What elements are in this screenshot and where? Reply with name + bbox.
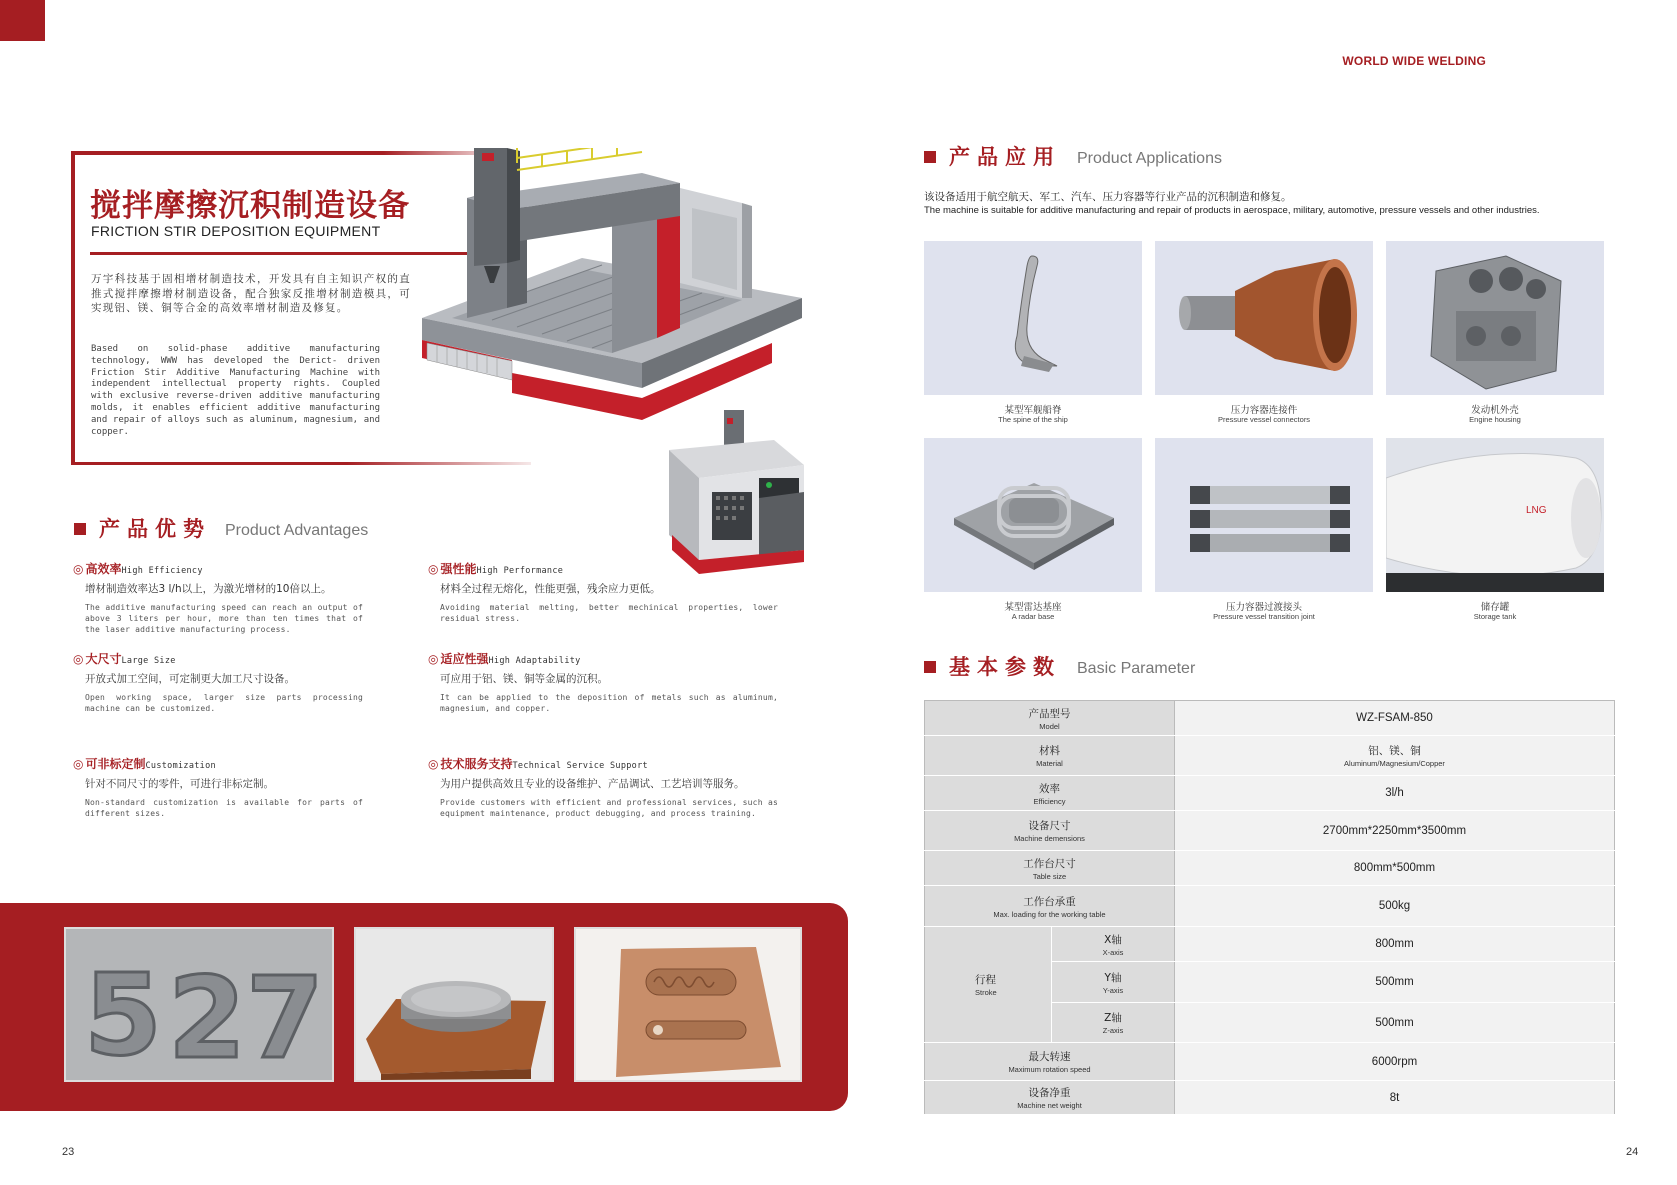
advantage-desc-cn: 材料全过程无熔化，性能更强，残余应力更低。 bbox=[440, 583, 661, 595]
applications-heading-marker bbox=[924, 151, 936, 163]
param-label-en: Y-axis bbox=[1102, 985, 1124, 995]
param-label: 设备净重 bbox=[1028, 1087, 1071, 1099]
application-caption-cn: 压力容器连接件 bbox=[1230, 405, 1298, 416]
application-image-storage-tank bbox=[1386, 438, 1604, 592]
application-caption-en: Engine housing bbox=[1469, 415, 1521, 424]
advantages-heading-cn: 产品优势 bbox=[99, 517, 211, 541]
param-label: 工作台承重 bbox=[1023, 895, 1076, 908]
advantage-title-en: High Adaptability bbox=[488, 656, 581, 666]
param-value: 2700mm*2250mm*3500mm bbox=[1175, 811, 1615, 851]
applications-intro-cn: 该设备适用于航空航天、军工、汽车、压力容器等行业产品的沉积制造和修复。 bbox=[924, 191, 1292, 203]
advantage-item bbox=[428, 650, 778, 714]
table-row bbox=[925, 811, 1615, 851]
advantage-desc-cn: 开放式加工空间，可定制更大加工尺寸设备。 bbox=[85, 673, 295, 685]
application-image-ship-spine bbox=[924, 241, 1142, 395]
advantage-title: 强性能 bbox=[440, 562, 477, 576]
parameters-heading-marker bbox=[924, 661, 936, 673]
advantage-title: 适应性强 bbox=[440, 652, 489, 666]
param-value: 8t bbox=[1175, 1081, 1615, 1115]
application-caption-en: Pressure vessel connectors bbox=[1217, 415, 1311, 424]
advantages-heading-marker bbox=[74, 523, 86, 535]
table-row bbox=[925, 701, 1615, 736]
advantage-title-en: Technical Service Support bbox=[512, 761, 648, 771]
applications-intro-en: The machine is suitable for additive manufacturing and repair of products in aerospace, military, automotive, pressure vessels and other industries. bbox=[924, 205, 1540, 216]
application-caption-en: A radar base bbox=[1011, 612, 1055, 621]
table-row bbox=[925, 776, 1615, 811]
param-label-en: Table size bbox=[1032, 871, 1067, 881]
advantage-desc-en: Open working space, larger size parts processing machine can be customized. bbox=[85, 693, 363, 713]
advantage-item bbox=[73, 560, 363, 635]
param-label: 效率 bbox=[1039, 782, 1060, 795]
application-image-radar-base bbox=[924, 438, 1142, 592]
advantage-title: 大尺寸 bbox=[85, 652, 122, 666]
advantage-item bbox=[73, 650, 363, 714]
friction-stir-machine-image bbox=[412, 148, 808, 424]
tank-label: LNG bbox=[1526, 505, 1547, 516]
table-row bbox=[925, 1081, 1615, 1115]
bullet-icon: ◎ bbox=[73, 562, 84, 576]
param-label-en: Material bbox=[1036, 759, 1063, 768]
application-image-transition-joint bbox=[1155, 438, 1373, 592]
advantage-title: 可非标定制 bbox=[85, 757, 146, 771]
application-image-engine-housing bbox=[1386, 241, 1604, 395]
table-row bbox=[925, 736, 1615, 776]
sample-photo-disc bbox=[354, 927, 554, 1082]
applications-heading-en: Product Applications bbox=[1077, 150, 1222, 167]
advantage-title: 技术服务支持 bbox=[440, 757, 513, 771]
brand-name: WORLD WIDE WELDING bbox=[1342, 54, 1486, 68]
advantage-title-en: Large Size bbox=[121, 656, 176, 666]
advantage-item bbox=[428, 755, 778, 819]
param-label: Y轴 bbox=[1104, 971, 1122, 984]
param-value: 800mm*500mm bbox=[1175, 851, 1615, 886]
corner-block bbox=[0, 0, 45, 41]
application-caption-cn: 储存罐 bbox=[1480, 602, 1510, 613]
param-label-en: Z-axis bbox=[1102, 1026, 1124, 1035]
param-value: 铝、镁、铜 bbox=[1368, 745, 1421, 757]
param-label: X轴 bbox=[1104, 933, 1122, 946]
param-label: 工作台尺寸 bbox=[1023, 857, 1076, 870]
advantage-desc-en: Non-standard customization is available for parts of different sizes. bbox=[85, 798, 363, 818]
parameters-heading-en: Basic Parameter bbox=[1077, 660, 1196, 677]
param-label-en: Maximum rotation speed bbox=[1008, 1065, 1091, 1074]
param-value-en: Aluminum/Magnesium/Copper bbox=[1344, 759, 1445, 768]
application-caption-cn: 某型雷达基座 bbox=[1004, 602, 1062, 613]
application-caption-cn: 发动机外壳 bbox=[1471, 405, 1519, 416]
sample-photo-plate bbox=[574, 927, 802, 1082]
param-value: 500mm bbox=[1175, 1003, 1615, 1043]
param-label-en: Efficiency bbox=[1033, 796, 1066, 806]
advantage-title-en: High Performance bbox=[476, 566, 564, 576]
advantage-title-en: Customization bbox=[145, 761, 216, 771]
advantage-desc-cn: 可应用于铝、镁、铜等金属的沉积。 bbox=[440, 673, 608, 685]
advantage-title-en: High Efficiency bbox=[121, 566, 203, 576]
table-row bbox=[925, 1043, 1615, 1081]
param-label: 设备尺寸 bbox=[1028, 820, 1071, 832]
param-label-en: Machine net weight bbox=[1017, 1101, 1082, 1110]
hero-subtitle: FRICTION STIR DEPOSITION EQUIPMENT bbox=[91, 223, 381, 239]
advantage-desc-en: Provide customers with efficient and professional services, such as equipment maintenance, product debugging, and process training. bbox=[440, 798, 778, 818]
advantages-heading-en: Product Advantages bbox=[225, 522, 369, 539]
advantage-desc-cn: 针对不同尺寸的零件，可进行非标定制。 bbox=[85, 778, 274, 790]
param-label-en: Max. loading for the working table bbox=[993, 909, 1106, 919]
param-value: 500kg bbox=[1175, 886, 1615, 927]
advantage-title: 高效率 bbox=[85, 562, 122, 576]
application-caption-en: Storage tank bbox=[1473, 612, 1517, 621]
param-label-en: Stroke bbox=[975, 988, 997, 997]
param-value: 500mm bbox=[1175, 962, 1615, 1003]
hero-description-en: Based on solid-phase additive manufacturing technology, WWW has developed the Derict- driven Friction Stir Additive Manufacturing Machine with independent intellectual property rights. Coupled with exclusive reverse-driven additive manufacturing molds, it enables efficient additive manufacturing and repair of alloys such as aluminum, magnesium, and copper. bbox=[91, 344, 380, 437]
application-caption-cn: 某型军舰船脊 bbox=[1004, 405, 1062, 416]
param-value: 6000rpm bbox=[1175, 1043, 1615, 1081]
small-machine-image bbox=[664, 410, 808, 574]
param-label-en: Model bbox=[1039, 721, 1060, 731]
digit-5: 5 bbox=[84, 951, 162, 1080]
param-label: 材料 bbox=[1039, 745, 1060, 757]
bullet-icon: ◎ bbox=[428, 652, 439, 666]
advantage-desc-cn: 为用户提供高效且专业的设备维护、产品调试、工艺培训等服务。 bbox=[440, 778, 745, 790]
application-image-vessel-connector bbox=[1155, 241, 1373, 395]
param-label: 最大转速 bbox=[1028, 1051, 1071, 1063]
param-label: Z轴 bbox=[1104, 1012, 1122, 1024]
param-value: 3l/h bbox=[1175, 776, 1615, 811]
advantage-desc-en: It can be applied to the deposition of metals such as aluminum, magnesium, and copper. bbox=[440, 693, 778, 713]
param-label: 行程 bbox=[975, 974, 996, 986]
bullet-icon: ◎ bbox=[428, 757, 439, 771]
hero-description-cn: 万宇科技基于固相增材制造技术，开发具有自主知识产权的直推式搅拌摩擦增材制造设备，配合独家反推增材制造模具，可实现铝、镁、铜等合金的高效率增材制造及修复。 bbox=[91, 273, 411, 314]
application-caption-cn: 压力容器过渡接头 bbox=[1225, 602, 1302, 613]
application-caption-en: Pressure vessel transition joint bbox=[1213, 612, 1315, 621]
parameters-heading-cn: 基本参数 bbox=[949, 655, 1061, 679]
table-row bbox=[925, 886, 1615, 927]
table-row bbox=[925, 851, 1615, 886]
param-label: 产品型号 bbox=[1028, 707, 1071, 720]
page-number-left: 23 bbox=[62, 1146, 75, 1158]
bullet-icon: ◎ bbox=[73, 757, 84, 771]
advantage-desc-en: Avoiding material melting, better mechinical properties, lower residual stress. bbox=[440, 603, 778, 623]
param-label-en: X-axis bbox=[1102, 947, 1124, 957]
digit-2: 2 bbox=[168, 954, 246, 1080]
bullet-icon: ◎ bbox=[73, 652, 84, 666]
advantage-item bbox=[73, 755, 363, 819]
table-row bbox=[925, 927, 1615, 962]
advantage-desc-cn: 增材制造效率达3 l/h以上，为激光增材的10倍以上。 bbox=[85, 583, 332, 595]
applications-heading-cn: 产品应用 bbox=[949, 145, 1061, 169]
digit-7: 7 bbox=[246, 954, 324, 1080]
param-value: WZ-FSAM-850 bbox=[1175, 701, 1615, 736]
sample-photo-digits bbox=[64, 927, 334, 1082]
bullet-icon: ◎ bbox=[428, 562, 439, 576]
page-number-right: 24 bbox=[1626, 1146, 1639, 1158]
advantage-item bbox=[428, 560, 778, 624]
advantage-desc-en: The additive manufacturing speed can reach an output of above 3 liters per hour, more than ten times that of the laser additive manufacturing process. bbox=[85, 603, 363, 634]
application-caption-en: The spine of the ship bbox=[998, 415, 1068, 424]
param-label-en: Machine demensions bbox=[1014, 834, 1085, 843]
hero-title: 搅拌摩擦沉积制造设备 bbox=[90, 188, 410, 224]
param-value: 800mm bbox=[1175, 927, 1615, 962]
parameter-table bbox=[924, 700, 1615, 1115]
